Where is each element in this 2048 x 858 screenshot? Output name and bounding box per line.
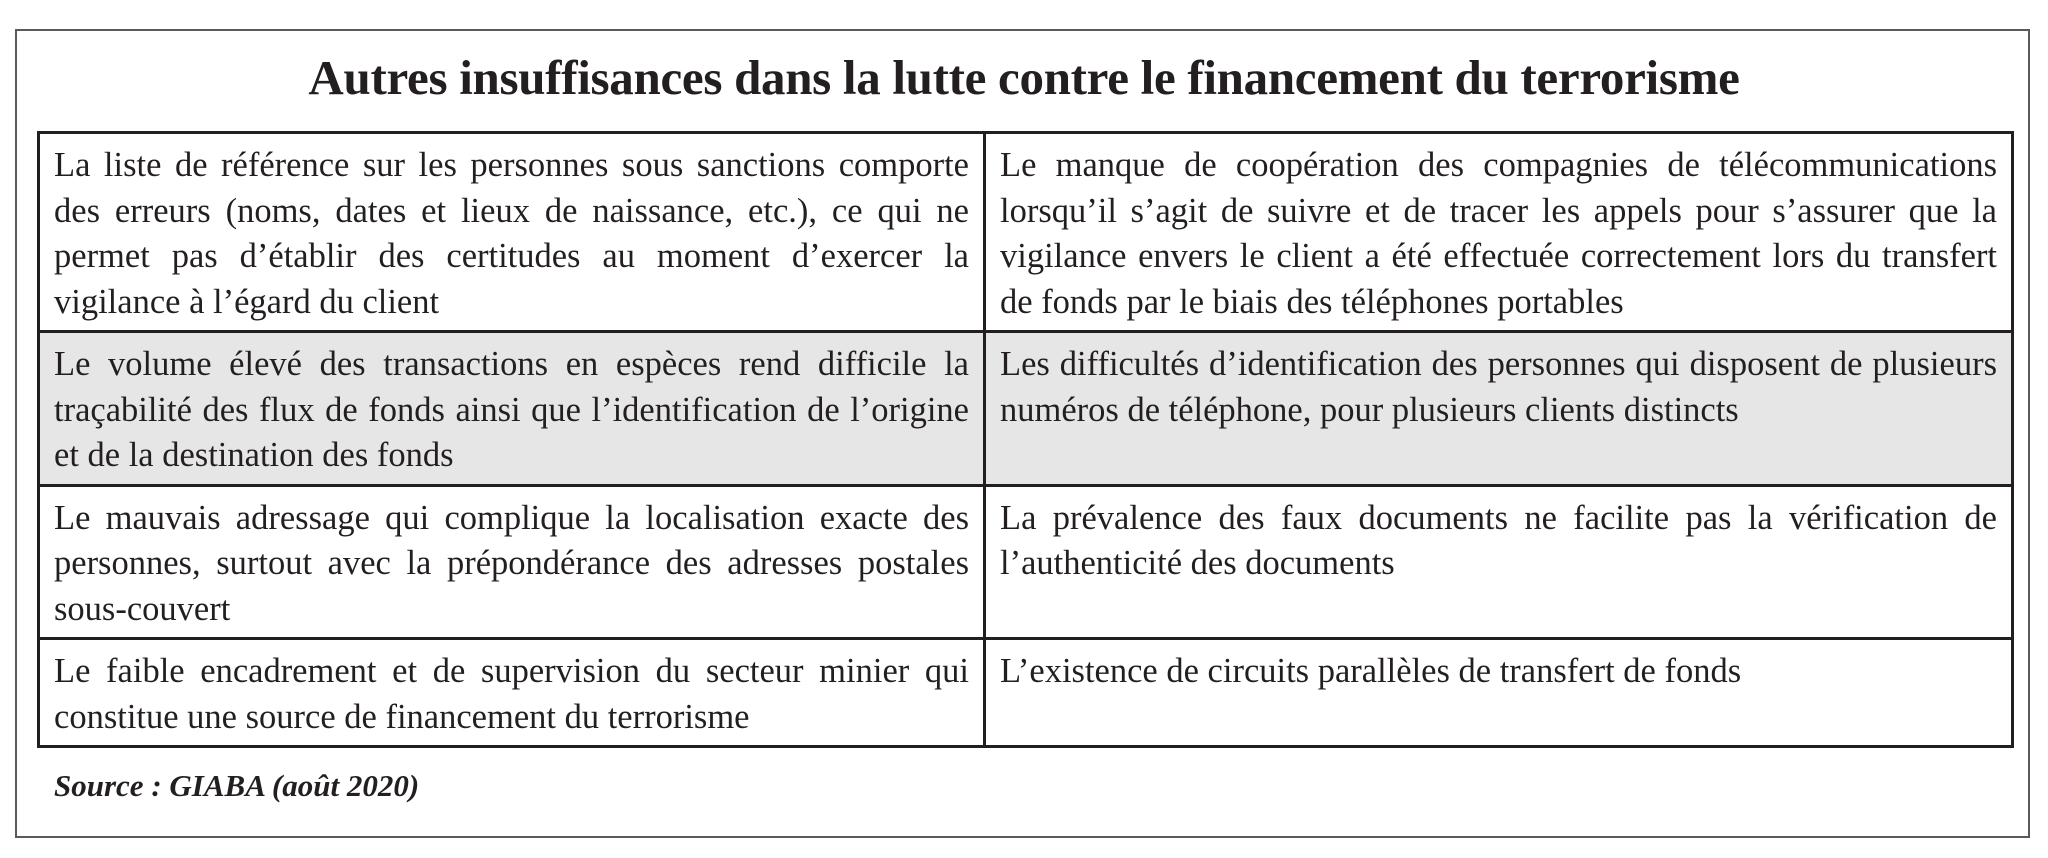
table-row bbox=[39, 485, 2013, 639]
table-row bbox=[39, 332, 2013, 486]
insufficiencies-table bbox=[37, 131, 2014, 748]
source-note: Source : GIABA (août 2020) bbox=[54, 768, 420, 803]
table-cell-right: Le manque de coopération des compagnies de télécommunications lorsqu’il s’agit de suivre et de tracer les appels pour s’assurer que la vigilance envers le client a été effectuée correctement lors du transfert de fonds par le biais des téléphones portables bbox=[985, 133, 2013, 332]
table-title: Autres insuffisances dans la lutte contre le financement du terrorisme bbox=[308, 50, 1740, 105]
table-cell-right: La prévalence des faux documents ne facilite pas la vérification de l’authenticité des documents bbox=[985, 485, 2013, 639]
table-cell-right: Les difficultés d’identification des personnes qui disposent de plusieurs numéros de téléphone, pour plusieurs clients distincts bbox=[985, 332, 2013, 486]
table-cell-right: L’existence de circuits parallèles de transfert de fonds bbox=[985, 639, 2013, 747]
table-row bbox=[39, 133, 2013, 332]
table-cell-left: La liste de référence sur les personnes sous sanctions comporte des erreurs (noms, dates et lieux de naissance, etc.), ce qui ne permet pas d’établir des certitudes au moment d’exercer la vigilance à l’égard du client bbox=[39, 133, 985, 332]
table-row bbox=[39, 639, 2013, 747]
table-cell-left: Le mauvais adressage qui complique la localisation exacte des personnes, surtout avec la prépondérance des adresses postales sous-couvert bbox=[39, 485, 985, 639]
table-cell-left: Le volume élevé des transactions en espèces rend difficile la traçabilité des flux de fonds ainsi que l’identification de l’origine et de la destination des fonds bbox=[39, 332, 985, 486]
table-cell-left: Le faible encadrement et de supervision du secteur minier qui constitue une source de financement du terrorisme bbox=[39, 639, 985, 747]
